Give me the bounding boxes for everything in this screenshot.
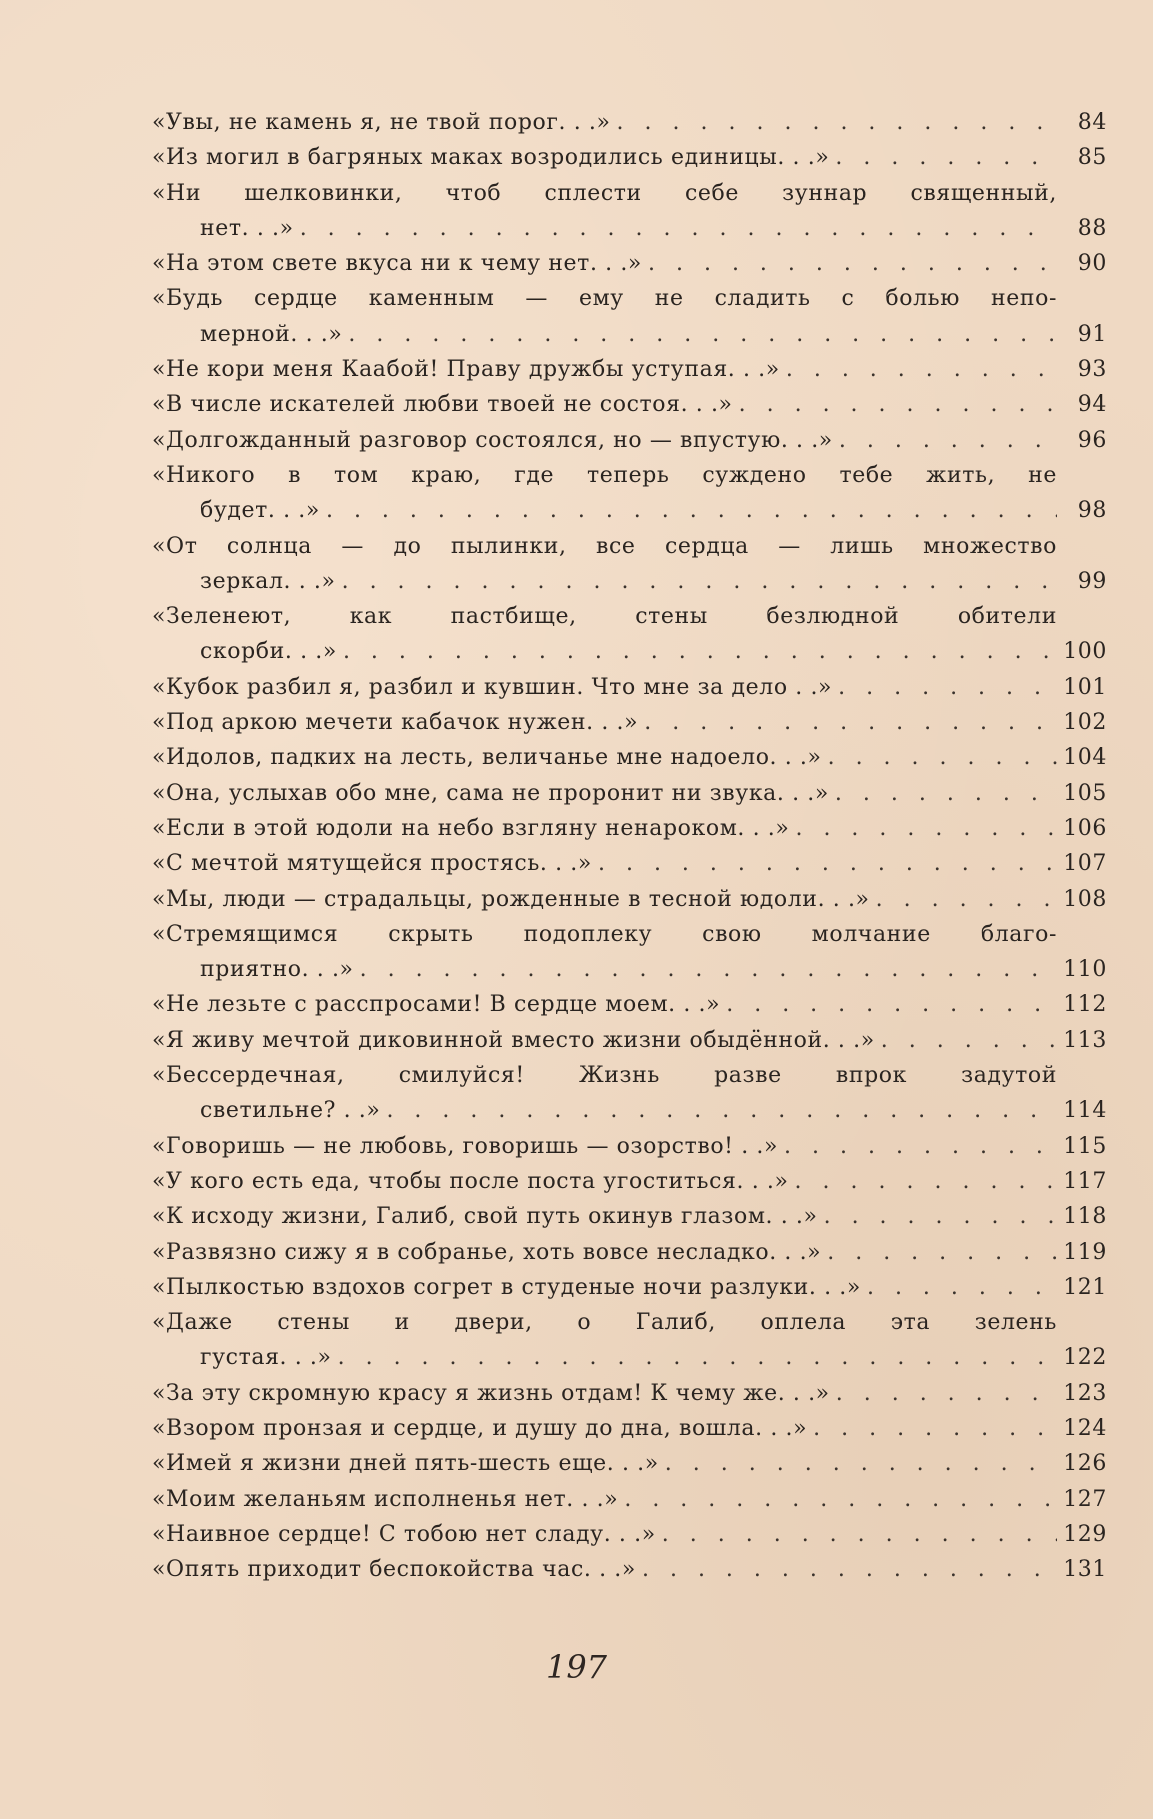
toc-entry-title: «Моим желаньям исполненья нет. . .» — [152, 1486, 619, 1512]
toc-entry-title: «Наивное сердце! С тобою нет сладу. . .» — [152, 1521, 656, 1547]
toc-entry-title: «Опять приходит беспокойства час. . .» — [152, 1557, 636, 1583]
toc-entry-title: «Никого в том краю, где теперь суждено тебе жить, не — [152, 462, 1057, 488]
toc-entry-page-number: 129 — [1063, 1521, 1107, 1547]
dot-leader — [360, 957, 1057, 982]
dot-leader — [824, 1204, 1057, 1229]
toc-entry-title: «Не лезьте с расспросами! В сердце моем. . .» — [152, 992, 721, 1018]
toc-entry-line — [152, 745, 1107, 780]
toc-entry-line — [152, 675, 1107, 710]
dot-leader — [644, 710, 1057, 735]
dot-leader — [338, 1345, 1057, 1370]
toc-entry-title: «На этом свете вкуса ни к чему нет. . .» — [152, 251, 642, 277]
dot-leader — [598, 851, 1057, 876]
toc-entry-line — [152, 639, 1107, 674]
toc-entry-page-number: 106 — [1063, 815, 1107, 841]
dot-leader — [867, 1275, 1057, 1300]
toc-entry-line — [152, 216, 1107, 251]
toc-entry-line — [152, 1134, 1107, 1169]
toc-entry-page-number: 122 — [1063, 1345, 1107, 1371]
toc-entry-page-number: 90 — [1077, 251, 1107, 277]
toc-entry-title: «Взором пронзая и сердце, и душу до дна, вошла. . .» — [152, 1415, 808, 1441]
toc-entry-title: «Зеленеют, как пастбище, стены безлюдной обители — [152, 604, 1057, 630]
toc-entry-title: «Имей я жизни дней пять-шесть еще. . .» — [152, 1451, 659, 1477]
toc-entry-line — [152, 1381, 1107, 1416]
dot-leader — [300, 216, 1057, 241]
toc-entry-line — [152, 922, 1107, 957]
toc-entry-page-number: 124 — [1063, 1415, 1107, 1441]
toc-entry-title: «Если в этой юдоли на небо взгляну ненароком. . .» — [152, 815, 790, 841]
toc-entry-title: «Будь сердце каменным — ему не сладить с болью непо- — [152, 286, 1057, 312]
toc-entry-title: «Не кори меня Каабой! Праву дружбы уступая. . .» — [152, 357, 780, 383]
dot-leader — [739, 392, 1057, 417]
toc-entry-page-number: 114 — [1063, 1098, 1107, 1124]
toc-entry-title: приятно. . .» — [200, 957, 354, 983]
toc-entry-page-number: 104 — [1063, 745, 1107, 771]
dot-leader — [726, 992, 1057, 1017]
toc-entry-title: «С мечтой мятущейся простясь. . .» — [152, 851, 592, 877]
toc-entry-line — [152, 392, 1107, 427]
toc-entry-title: «К исходу жизни, Галиб, свой путь окинув глазом. . .» — [152, 1204, 818, 1230]
toc-entry-page-number: 131 — [1063, 1557, 1107, 1583]
toc-entry-line — [152, 1345, 1107, 1380]
toc-entry-title: «Ни шелковинки, чтоб сплести себе зуннар священный, — [152, 180, 1057, 206]
toc-entry-page-number: 88 — [1077, 215, 1107, 241]
toc-entry-line — [152, 710, 1107, 745]
toc-entry-page-number: 85 — [1077, 145, 1107, 171]
table-of-contents — [152, 110, 1107, 1592]
toc-entry-page-number: 126 — [1063, 1451, 1107, 1477]
dot-leader — [348, 322, 1057, 347]
toc-entry-line — [152, 1240, 1107, 1275]
toc-entry-title: густая. . .» — [200, 1345, 332, 1371]
toc-entry-title: «Говоришь — не любовь, говоришь — озорство! . .» — [152, 1133, 779, 1159]
toc-entry-line — [152, 286, 1107, 321]
toc-entry-page-number: 102 — [1063, 710, 1107, 736]
toc-entry-page-number: 121 — [1063, 1274, 1107, 1300]
toc-entry-line — [152, 534, 1107, 569]
toc-entry-title: скорби. . .» — [200, 639, 337, 665]
toc-entry-line — [152, 463, 1107, 498]
dot-leader — [881, 1028, 1057, 1053]
toc-entry-page-number: 117 — [1063, 1168, 1107, 1194]
toc-entry-title: «Увы, не камень я, не твой порог. . .» — [152, 110, 611, 135]
toc-entry-line — [152, 1557, 1107, 1592]
toc-entry-line — [152, 1028, 1107, 1063]
dot-leader — [835, 145, 1057, 170]
dot-leader — [813, 1416, 1057, 1441]
dot-leader — [784, 1134, 1057, 1159]
toc-entry-title: «Долгожданный разговор состоялся, но — впустую. . .» — [152, 427, 833, 453]
toc-entry-title: «Даже стены и двери, о Галиб, оплела эта зелень — [152, 1310, 1057, 1336]
toc-entry-page-number: 93 — [1077, 357, 1107, 383]
toc-entry-line — [152, 498, 1107, 533]
toc-entry-title: «В числе искателей любви твоей не состоя. . .» — [152, 392, 733, 418]
dot-leader — [876, 887, 1057, 912]
toc-entry-title: «Из могил в багряных маках возродились единицы. . .» — [152, 145, 830, 171]
dot-leader — [838, 675, 1057, 700]
toc-entry-title: «Под аркою мечети кабачок нужен. . .» — [152, 710, 639, 736]
toc-entry-title: будет. . .» — [200, 498, 320, 524]
toc-entry-line — [152, 181, 1107, 216]
toc-entry-title: «За эту скромную красу я жизнь отдам! К чему же. . .» — [152, 1380, 830, 1406]
toc-entry-page-number: 127 — [1063, 1486, 1107, 1512]
dot-leader — [617, 110, 1057, 135]
toc-entry-line — [152, 816, 1107, 851]
toc-entry-page-number: 110 — [1063, 957, 1107, 983]
dot-leader — [795, 816, 1057, 841]
toc-entry-line — [152, 1416, 1107, 1451]
toc-entry-page-number: 119 — [1063, 1239, 1107, 1265]
toc-entry-line — [152, 1310, 1107, 1345]
toc-entry-title: «Стремящимся скрыть подоплеку свою молчание благо- — [152, 921, 1057, 947]
toc-entry-line — [152, 322, 1107, 357]
toc-entry-page-number: 98 — [1077, 498, 1107, 524]
toc-entry-line — [152, 781, 1107, 816]
toc-entry-title: светильне? . .» — [200, 1098, 381, 1124]
dot-leader — [386, 1098, 1057, 1123]
dot-leader — [836, 1381, 1057, 1406]
toc-entry-page-number: 100 — [1063, 639, 1107, 665]
toc-entry-line — [152, 357, 1107, 392]
toc-entry-title: «Кубок разбил я, разбил и кувшин. Что мне за дело . .» — [152, 674, 833, 700]
dot-leader — [624, 1487, 1057, 1512]
dot-leader — [786, 357, 1057, 382]
toc-entry-line — [152, 569, 1107, 604]
toc-entry-line — [152, 1098, 1107, 1133]
dot-leader — [326, 498, 1057, 523]
page-number: 197 — [545, 1648, 608, 1686]
toc-entry-line — [152, 1487, 1107, 1522]
toc-entry-title: «Мы, люди — страдальцы, рожденные в тесной юдоли. . .» — [152, 886, 870, 912]
dot-leader — [343, 639, 1057, 664]
dot-leader — [642, 1557, 1057, 1582]
toc-entry-page-number: 115 — [1063, 1133, 1107, 1159]
toc-entry-page-number: 113 — [1063, 1027, 1107, 1053]
toc-entry-page-number: 123 — [1063, 1380, 1107, 1406]
toc-entry-line — [152, 992, 1107, 1027]
toc-entry-line — [152, 604, 1107, 639]
dot-leader — [662, 1522, 1057, 1547]
toc-entry-title: «Пылкостью вздохов согрет в студеные ночи разлуки. . .» — [152, 1274, 861, 1300]
toc-entry-line — [152, 957, 1107, 992]
toc-entry-page-number: 96 — [1077, 427, 1107, 453]
dot-leader — [827, 1240, 1057, 1265]
toc-entry-line — [152, 251, 1107, 286]
dot-leader — [835, 781, 1057, 806]
toc-entry-title: «У кого есть еда, чтобы после поста угоститься. . .» — [152, 1168, 789, 1194]
toc-entry-title: «Она, услыхав обо мне, сама не проронит ни звука. . .» — [152, 780, 829, 806]
toc-entry-page-number: 94 — [1077, 392, 1107, 418]
dot-leader — [665, 1451, 1057, 1476]
toc-entry-line — [152, 110, 1107, 145]
toc-entry-line — [152, 1204, 1107, 1239]
toc-entry-page-number: 118 — [1063, 1204, 1107, 1230]
toc-entry-page-number: 101 — [1063, 674, 1107, 700]
toc-entry-title: «Бессердечная, смилуйся! Жизнь разве впрок задутой — [152, 1063, 1057, 1089]
toc-entry-line — [152, 1275, 1107, 1310]
dot-leader — [839, 428, 1057, 453]
toc-entry-line — [152, 1451, 1107, 1486]
toc-entry-title: «Развязно сижу я в собранье, хоть вовсе несладко. . .» — [152, 1239, 822, 1265]
toc-entry-title: мерной. . .» — [200, 321, 343, 347]
dot-leader — [795, 1169, 1057, 1194]
toc-entry-page-number: 107 — [1063, 851, 1107, 877]
toc-entry-page-number: 105 — [1063, 780, 1107, 806]
dot-leader — [828, 745, 1057, 770]
toc-entry-line — [152, 145, 1107, 180]
toc-entry-page-number: 108 — [1063, 886, 1107, 912]
toc-entry-line — [152, 428, 1107, 463]
toc-entry-line — [152, 1522, 1107, 1557]
toc-entry-page-number: 99 — [1077, 568, 1107, 594]
dot-leader — [342, 569, 1057, 594]
toc-entry-page-number: 91 — [1077, 321, 1107, 347]
toc-entry-title: зеркал. . .» — [200, 568, 336, 594]
toc-entry-line — [152, 887, 1107, 922]
toc-entry-title: «Идолов, падких на лесть, величанье мне надоело. . .» — [152, 745, 822, 771]
toc-entry-title: нет. . .» — [200, 215, 294, 241]
dot-leader — [648, 251, 1057, 276]
toc-entry-title: «От солнца — до пылинки, все сердца — лишь множество — [152, 533, 1057, 559]
toc-entry-title: «Я живу мечтой диковинной вместо жизни обыдённой. . .» — [152, 1027, 875, 1053]
toc-entry-page-number: 112 — [1063, 992, 1107, 1018]
toc-entry-page-number: 84 — [1077, 110, 1107, 135]
toc-entry-line — [152, 1063, 1107, 1098]
toc-entry-line — [152, 1169, 1107, 1204]
toc-entry-line — [152, 851, 1107, 886]
